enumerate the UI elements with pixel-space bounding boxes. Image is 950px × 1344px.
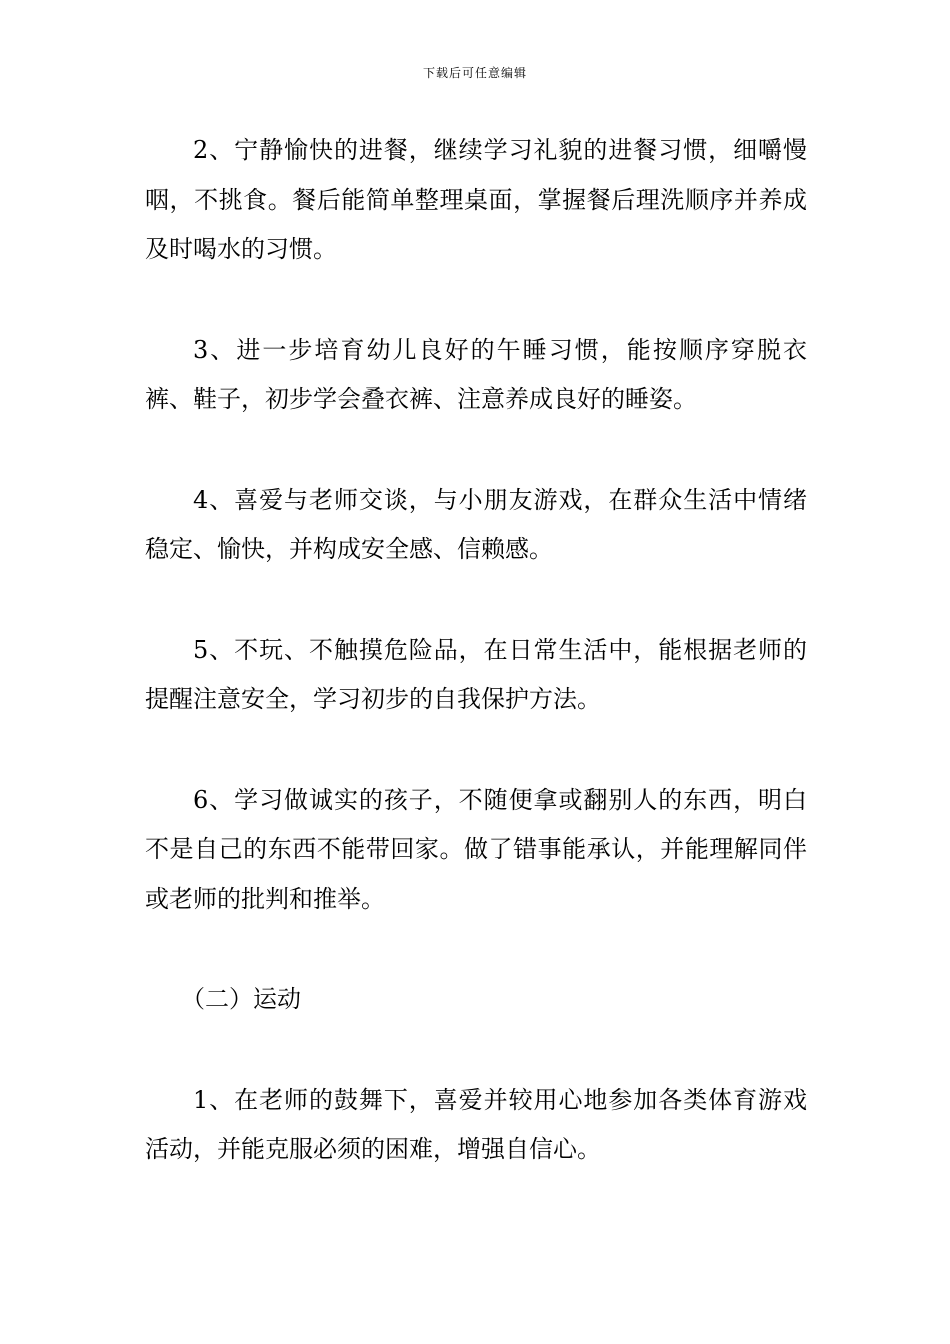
paragraph-sports-1: 1、在老师的鼓舞下，喜爱并较用心地参加各类体育游戏活动，并能克服必须的困难，增强自信心。 — [145, 1085, 807, 1163]
paragraph-item-4: 4、喜爱与老师交谈，与小朋友游戏，在群众生活中情绪稳定、愉快，并构成安全感、信赖感。 — [145, 485, 807, 563]
page-header: 下载后可任意编辑 — [422, 66, 527, 80]
section-heading-sports: （二）运动 — [181, 985, 301, 1013]
paragraph-item-2: 2、宁静愉快的进餐，继续学习礼貌的进餐习惯，细嚼慢咽，不挑食。餐后能简单整理桌面，掌握餐后理洗顺序并养成及时喝水的习惯。 — [145, 136, 807, 263]
document-body — [145, 126, 807, 1226]
paragraph-item-5: 5、不玩、不触摸危险品，在日常生活中，能根据老师的提醒注意安全，学习初步的自我保护方法。 — [145, 635, 807, 713]
paragraph-item-3: 3、进一步培育幼儿良好的午睡习惯，能按顺序穿脱衣裤、鞋子，初步学会叠衣裤、注意养成良好的睡姿。 — [145, 335, 807, 413]
paragraph-item-6: 6、学习做诚实的孩子，不随便拿或翻别人的东西，明白不是自己的东西不能带回家。做了错事能承认，并能理解同伴或老师的批判和推举。 — [145, 785, 807, 913]
